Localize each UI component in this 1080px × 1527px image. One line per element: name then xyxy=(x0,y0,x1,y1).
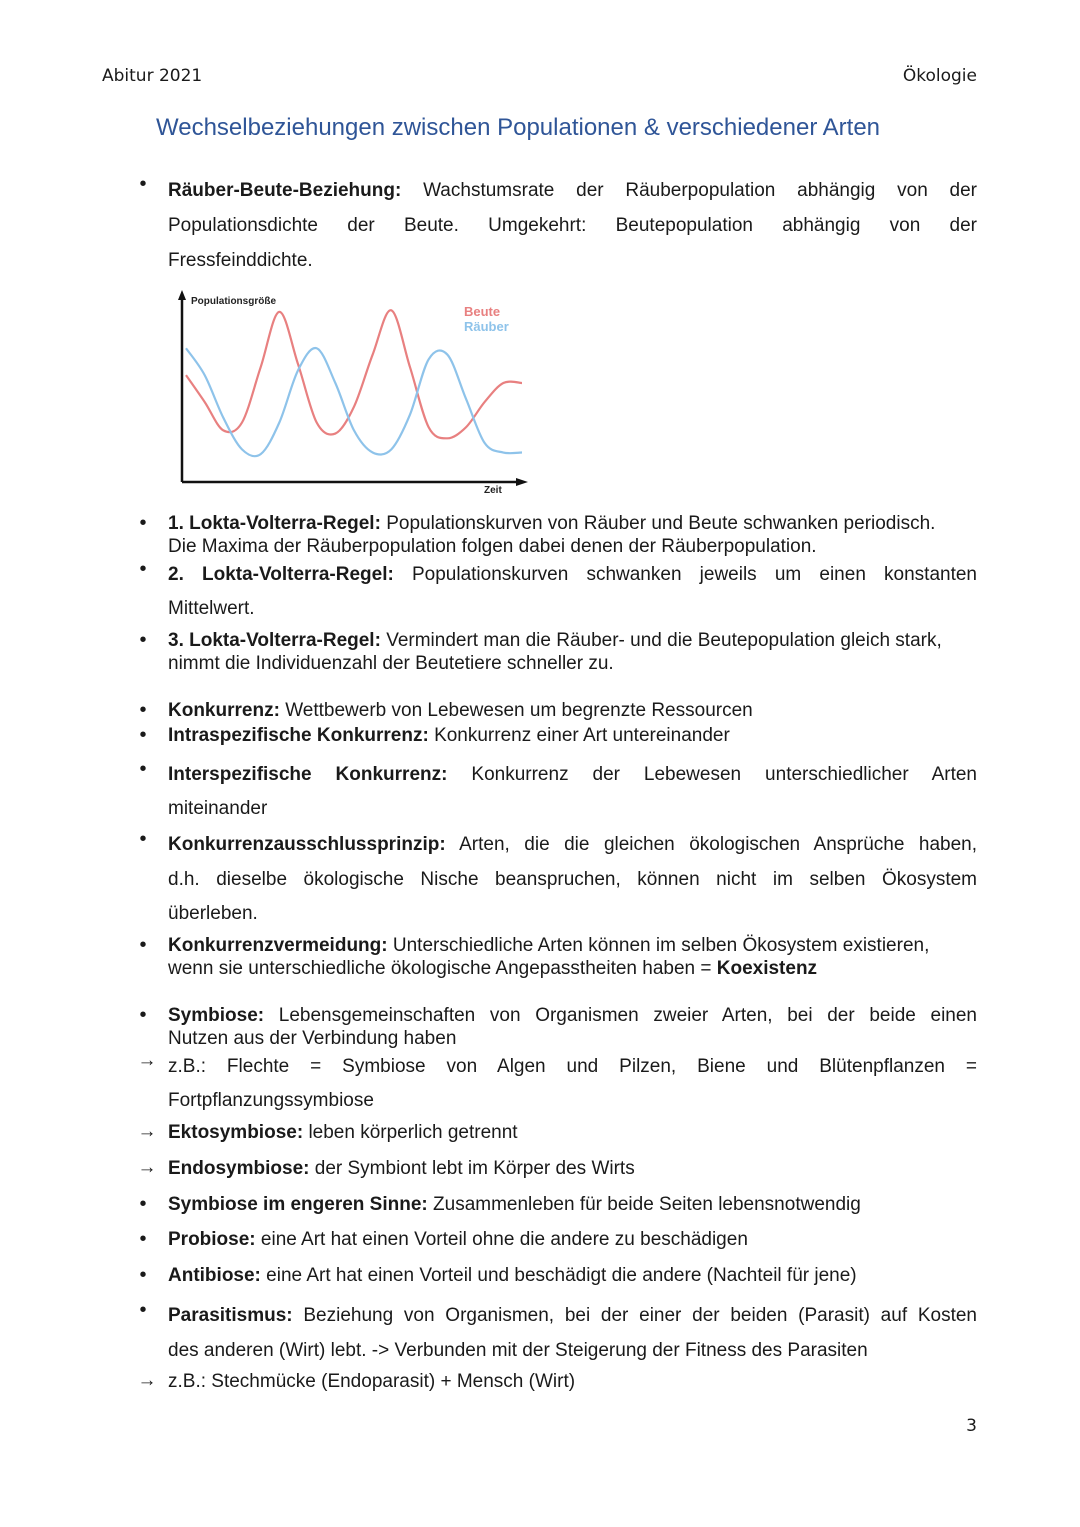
arrow-right-icon: → xyxy=(137,1370,157,1391)
bullet-icon: • xyxy=(139,1193,147,1215)
legend-raeuber: Räuber xyxy=(464,319,509,334)
legend-beute: Beute xyxy=(464,304,501,319)
x-axis-label: Zeit xyxy=(484,485,502,496)
bullet-icon: • xyxy=(139,1004,147,1026)
bullet-icon: • xyxy=(139,1299,147,1321)
bullet-icon: • xyxy=(139,512,147,534)
bullet-icon: • xyxy=(139,1264,147,1286)
bullet-icon: • xyxy=(139,828,147,850)
arrow-right-icon: → xyxy=(137,1157,157,1178)
header-right: Ökologie xyxy=(902,66,977,86)
bullet-icon: • xyxy=(139,173,147,195)
arrow-right-icon: → xyxy=(137,1121,157,1142)
bullet-icon: • xyxy=(139,629,147,651)
bullet-icon: • xyxy=(139,1228,147,1250)
y-axis-label: Populationsgröße xyxy=(191,296,276,307)
bullet-icon: • xyxy=(139,934,147,956)
series-line-raeuber xyxy=(186,348,522,456)
bullet-icon: • xyxy=(139,558,147,580)
term: Räuber-Beute-Beziehung: xyxy=(168,180,402,201)
predator-prey-chart xyxy=(170,286,540,498)
bullet-icon: • xyxy=(139,758,147,780)
page-title: Wechselbeziehungen zwischen Populationen & verschiedener Arten xyxy=(156,114,881,141)
bullet-icon: • xyxy=(139,724,147,746)
x-axis-arrow-icon xyxy=(516,478,528,486)
page-number: 3 xyxy=(966,1416,977,1436)
bullet-icon: • xyxy=(139,699,147,721)
arrow-right-icon: → xyxy=(137,1050,157,1071)
y-axis-arrow-icon xyxy=(178,290,186,300)
header-left: Abitur 2021 xyxy=(102,66,203,86)
